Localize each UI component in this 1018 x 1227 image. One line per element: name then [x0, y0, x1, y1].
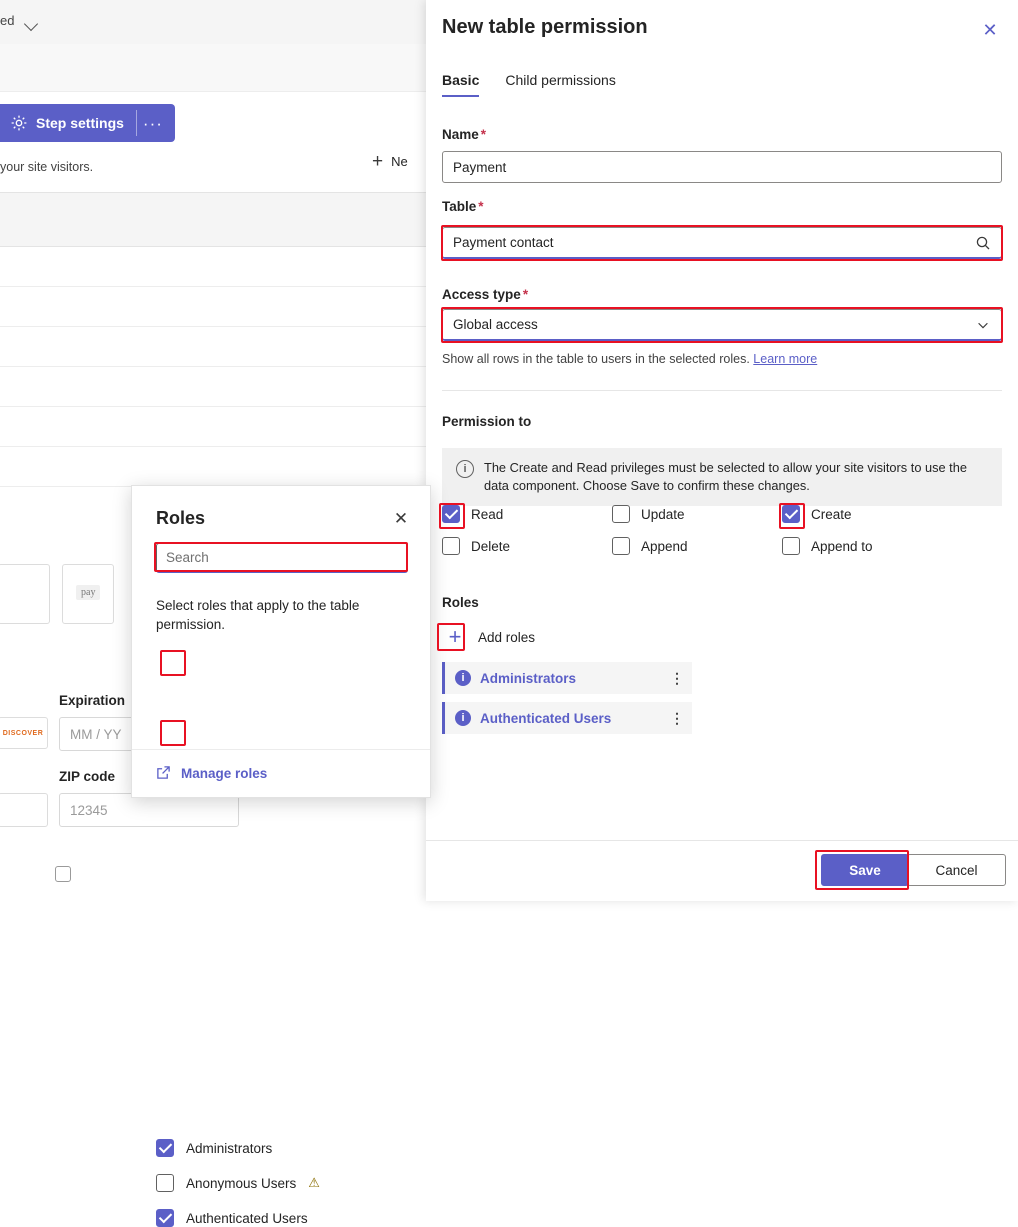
- role-label: Authenticated Users: [186, 1210, 308, 1226]
- checkbox-icon[interactable]: [156, 1139, 174, 1157]
- checkbox-icon[interactable]: [612, 505, 630, 523]
- role-checkbox-anonymous-users[interactable]: [156, 1174, 320, 1192]
- permission-label: Create: [811, 506, 852, 522]
- step-settings-label: Step settings: [36, 115, 124, 131]
- zip-label: ZIP code: [59, 769, 116, 784]
- card-number-field[interactable]: [0, 793, 48, 827]
- background-topbar-text: ed: [0, 13, 15, 28]
- table-row[interactable]: [0, 406, 426, 447]
- roles-label: Roles: [442, 595, 479, 610]
- plus-icon: +: [372, 151, 384, 172]
- permission-info-message: [442, 448, 1002, 506]
- roles-flyout-title: Roles: [156, 508, 206, 528]
- section-divider: [442, 390, 1002, 391]
- more-options-icon[interactable]: ⋮: [670, 670, 684, 686]
- permission-label: Read: [471, 506, 504, 522]
- roles-flyout: [131, 485, 431, 1226]
- checkbox-icon[interactable]: [156, 1209, 174, 1227]
- add-roles-label: Add roles: [478, 629, 536, 645]
- table-row[interactable]: [0, 246, 426, 287]
- plus-icon: +: [448, 624, 462, 649]
- background-topbar: [0, 0, 426, 45]
- checkbox-icon[interactable]: [782, 537, 800, 555]
- required-marker: *: [478, 199, 484, 214]
- role-label: Administrators: [186, 1140, 273, 1156]
- name-input[interactable]: [442, 151, 1002, 183]
- table-row[interactable]: [0, 286, 426, 327]
- role-pill-label: Authenticated Users: [480, 710, 612, 726]
- access-type-select[interactable]: [442, 309, 1002, 341]
- save-button[interactable]: Save: [821, 854, 909, 886]
- footer-divider: [426, 840, 1018, 841]
- pay-logo: pay: [76, 585, 100, 600]
- panel-title: New table permission: [442, 16, 648, 38]
- required-marker: *: [480, 127, 487, 142]
- permission-read[interactable]: [442, 505, 612, 523]
- tab-basic[interactable]: Basic: [442, 72, 479, 97]
- chevron-down-icon[interactable]: [24, 17, 38, 31]
- permission-checkbox-grid: [442, 505, 1002, 555]
- table-row[interactable]: [0, 446, 426, 487]
- permission-update[interactable]: [612, 505, 782, 523]
- chevron-down-icon[interactable]: [974, 316, 992, 334]
- expiration-label: Expiration: [59, 693, 126, 708]
- required-marker: *: [522, 287, 529, 302]
- role-checkbox-authenticated-users[interactable]: [156, 1209, 308, 1227]
- role-label: Anonymous Users: [186, 1175, 297, 1191]
- info-icon: i: [455, 670, 471, 686]
- permission-label: Append: [641, 538, 688, 554]
- manage-roles-label: Manage roles: [181, 766, 268, 781]
- tab-child-permissions[interactable]: Child permissions: [505, 72, 616, 88]
- permission-info-text: The Create and Read privileges must be selected to allow your site visitors to use the data component. Choose Save to confirm these changes.: [484, 460, 967, 493]
- role-pill-administrators[interactable]: [442, 662, 692, 694]
- checkbox-icon[interactable]: [612, 537, 630, 555]
- search-icon[interactable]: [974, 234, 992, 252]
- table-row[interactable]: [0, 366, 426, 407]
- add-roles-button[interactable]: [442, 624, 535, 650]
- checkbox-icon[interactable]: [156, 1174, 174, 1192]
- role-pill-authenticated-users[interactable]: [442, 702, 692, 734]
- permission-to-label: Permission to: [442, 414, 532, 429]
- new-button-label: Ne: [391, 154, 408, 169]
- table-input[interactable]: [442, 227, 1002, 259]
- info-icon: i: [455, 710, 471, 726]
- access-type-label-text: Access type: [442, 287, 521, 302]
- gear-icon: [10, 114, 28, 132]
- permission-label: Delete: [471, 538, 511, 554]
- access-type-helper: [442, 352, 817, 366]
- info-icon: i: [456, 460, 474, 478]
- permission-append-to[interactable]: [782, 537, 952, 555]
- step-settings-button[interactable]: [0, 104, 175, 142]
- close-icon[interactable]: ✕: [976, 16, 1004, 44]
- table-row[interactable]: [0, 326, 426, 367]
- checkbox-icon[interactable]: [442, 537, 460, 555]
- table-label: [442, 199, 484, 214]
- roles-flyout-hint: Select roles that apply to the table permission.: [156, 598, 360, 632]
- warning-icon: ⚠: [308, 1175, 320, 1190]
- table-label-text: Table: [442, 199, 477, 214]
- zip-input[interactable]: 12345: [59, 793, 239, 827]
- cancel-button[interactable]: Cancel: [907, 854, 1006, 886]
- permission-label: Append to: [811, 538, 873, 554]
- background-subtoolbar: [0, 44, 426, 92]
- role-checkbox-administrators[interactable]: [156, 1139, 272, 1157]
- new-table-permission-panel: [426, 0, 1018, 901]
- learn-more-link[interactable]: Learn more: [753, 352, 818, 366]
- new-button[interactable]: [372, 152, 408, 171]
- checkbox-icon[interactable]: [782, 505, 800, 523]
- name-label-text: Name: [442, 127, 479, 142]
- more-options-icon[interactable]: ···: [142, 113, 163, 133]
- manage-roles-link[interactable]: [132, 749, 430, 797]
- expiration-input[interactable]: MM / YY: [59, 717, 179, 751]
- access-type-helper-text: Show all rows in the table to users in the selected roles.: [442, 352, 750, 366]
- name-label: [442, 127, 486, 142]
- external-link-icon: [156, 765, 171, 783]
- more-options-icon[interactable]: ⋮: [670, 710, 684, 726]
- discover-card-icon: DISCOVER: [0, 717, 48, 749]
- permission-delete[interactable]: [442, 537, 612, 555]
- permission-append[interactable]: [612, 537, 782, 555]
- checkbox-icon[interactable]: [442, 505, 460, 523]
- role-pill-label: Administrators: [480, 670, 577, 686]
- close-icon[interactable]: ✕: [388, 506, 414, 532]
- access-type-label: [442, 287, 528, 302]
- permission-label: Update: [641, 506, 685, 522]
- table-header-row: [0, 192, 426, 247]
- panel-tabs: [442, 72, 616, 97]
- roles-search-input[interactable]: [156, 543, 408, 573]
- background-description: your site visitors.: [0, 160, 94, 174]
- permission-create[interactable]: [782, 505, 952, 523]
- terms-checkbox[interactable]: [55, 866, 71, 882]
- card-option[interactable]: [0, 564, 50, 624]
